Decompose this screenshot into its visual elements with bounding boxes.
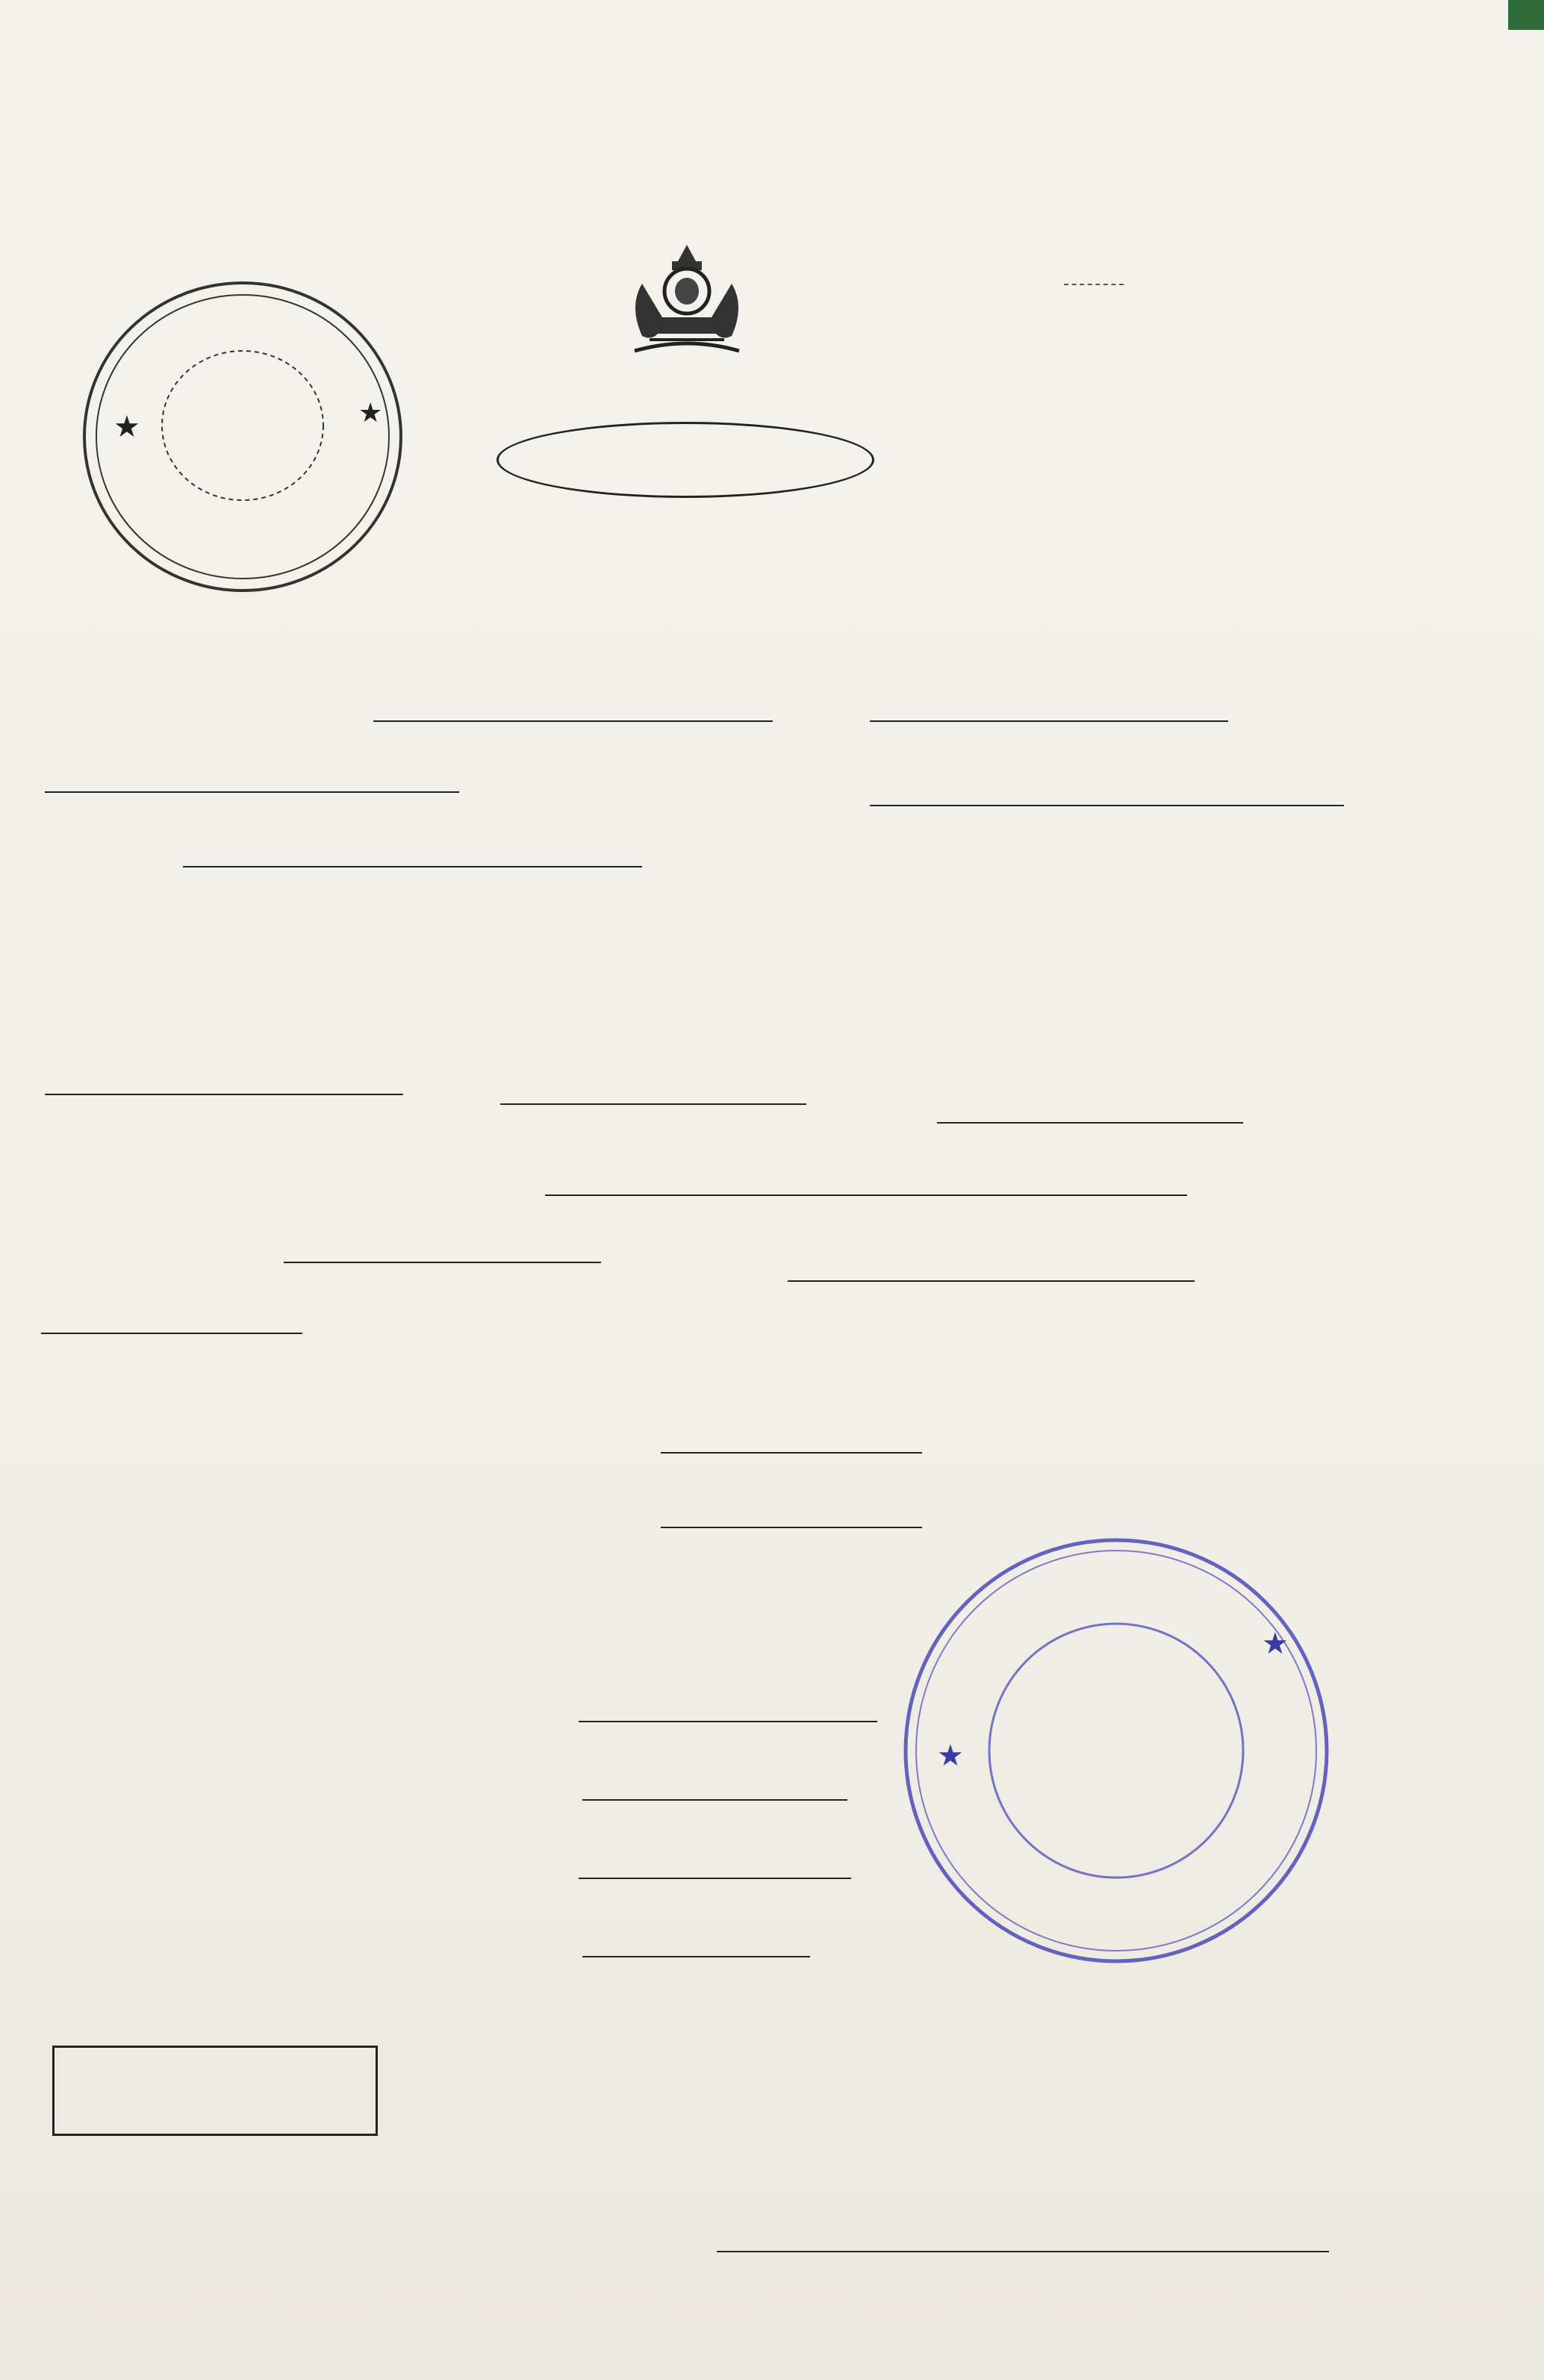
- svg-text:★: ★: [113, 410, 140, 444]
- state-emblem-icon: [620, 239, 754, 366]
- issue-date-box: [52, 2046, 378, 2136]
- scheme-name: [496, 422, 874, 498]
- svg-text:★: ★: [937, 1739, 964, 1773]
- svg-text:★: ★: [1262, 1627, 1289, 1661]
- office-seal: [75, 272, 418, 601]
- notary-seal: [892, 1527, 1340, 1967]
- svg-text:★: ★: [358, 398, 383, 429]
